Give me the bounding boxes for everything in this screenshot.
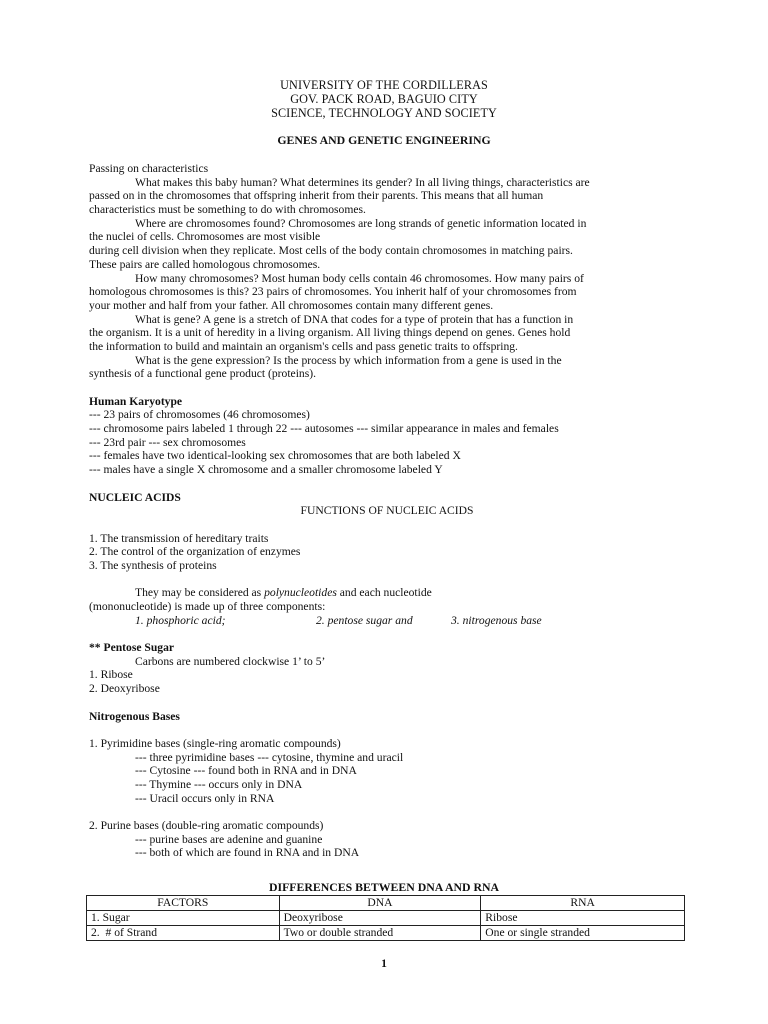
table-row <box>87 911 685 926</box>
components-line <box>89 614 685 628</box>
list-item: --- 23rd pair --- sex chromosomes <box>89 435 246 449</box>
paragraph-line: homologous chromosomes is this? 23 pairs of chromosomes. You inherit half of your chromosomes from <box>89 285 577 299</box>
list-item: 3. The synthesis of proteins <box>89 558 217 572</box>
course-name: SCIENCE, TECHNOLOGY AND SOCIETY <box>271 105 497 120</box>
dna-rna-table <box>86 895 685 941</box>
table-cell: Deoxyribose <box>279 911 481 926</box>
pentose-note: Carbons are numbered clockwise 1’ to 5’ <box>135 654 326 668</box>
paragraph-line: your mother and half from your father. All chromosomes contain many different genes. <box>89 298 494 312</box>
paragraph-line: the information to build and maintain an organism's cells and pass genetic traits to offspring. <box>89 339 518 353</box>
text-run: They may be considered as <box>135 586 265 600</box>
list-item: --- Thymine --- occurs only in DNA <box>135 777 303 791</box>
university-name: UNIVERSITY OF THE CORDILLERAS <box>280 78 488 92</box>
functions-subheading: FUNCTIONS OF NUCLEIC ACIDS <box>300 504 474 518</box>
list-item: --- purine bases are adenine and guanine <box>135 832 323 846</box>
table-cell: 2. # of Strand <box>87 926 280 941</box>
paragraph-line <box>89 586 685 600</box>
paragraph-line: These pairs are called homologous chromosomes. <box>89 257 321 271</box>
purine-title: 2. Purine bases (double-ring aromatic compounds) <box>89 819 324 832</box>
component-phosphoric-acid: 1. phosphoric acid; <box>135 613 226 627</box>
list-item: 2. The control of the organization of enzymes <box>89 545 301 559</box>
intro-heading: Passing on characteristics <box>89 162 209 175</box>
paragraph-line: the nuclei of cells. Chromosomes are most visible <box>89 230 321 244</box>
paragraph-line: passed on in the chromosomes that offspring inherit from their parents. This means that all human <box>89 189 544 203</box>
list-item: --- females have two identical-looking sex chromosomes that are both labeled X <box>89 449 461 463</box>
nucleic-acids-heading: NUCLEIC ACIDS <box>89 490 181 504</box>
component-pentose-sugar: 2. pentose sugar and <box>316 613 413 627</box>
paragraph-line: the organism. It is a unit of heredity in a living organism. All living things depend on genes. Genes hold <box>89 326 571 340</box>
column-header: DNA <box>279 896 481 911</box>
list-item: --- 23 pairs of chromosomes (46 chromosomes) <box>89 408 310 422</box>
list-item: --- Uracil occurs only in RNA <box>135 791 275 805</box>
document-title: GENES AND GENETIC ENGINEERING <box>277 133 491 147</box>
paragraph-line: (mononucleotide) is made up of three components: <box>89 600 326 613</box>
table-cell: Ribose <box>481 911 685 926</box>
list-item: --- Cytosine --- found both in RNA and in DNA <box>135 764 357 778</box>
university-address: GOV. PACK ROAD, BAGUIO CITY <box>290 91 478 106</box>
list-item: --- males have a single X chromosome and a smaller chromosome labeled Y <box>89 463 443 477</box>
document-body <box>89 162 685 860</box>
list-item: --- chromosome pairs labeled 1 through 22 --- autosomes --- similar appearance in males and females <box>89 422 559 436</box>
pyrimidine-title: 1. Pyrimidine bases (single-ring aromatic compounds) <box>89 736 341 750</box>
paragraph-line: characteristics must be something to do with chromosomes. <box>89 203 366 217</box>
table-header-row <box>87 896 685 911</box>
table-cell: 1. Sugar <box>87 911 280 926</box>
column-header: RNA <box>481 896 685 911</box>
paragraph-line: What makes this baby human? What determines its gender? In all living things, characteristics are <box>135 175 590 189</box>
document-header <box>0 79 768 120</box>
polynucleotides-term: polynucleotides <box>264 586 337 600</box>
nitrogenous-bases-heading: Nitrogenous Bases <box>89 709 180 723</box>
list-item: 1. The transmission of hereditary traits <box>89 531 269 545</box>
karyotype-heading: Human Karyotype <box>89 394 183 408</box>
paragraph-line: during cell division when they replicate. Most cells of the body contain chromosomes in matching pairs. <box>89 244 573 258</box>
table-row <box>87 926 685 941</box>
table-title: DIFFERENCES BETWEEN DNA AND RNA <box>268 880 500 894</box>
list-item: 2. Deoxyribose <box>89 682 160 696</box>
table-cell: Two or double stranded <box>279 926 481 941</box>
component-nitrogenous-base: 3. nitrogenous base <box>451 613 542 627</box>
column-header: FACTORS <box>87 896 280 911</box>
text-run: and each nucleotide <box>336 586 432 600</box>
paragraph-line: Where are chromosomes found? Chromosomes are long strands of genetic information located in <box>135 216 587 230</box>
pentose-heading: ** Pentose Sugar <box>89 641 175 655</box>
list-item: 1. Ribose <box>89 668 133 682</box>
list-item: --- three pyrimidine bases --- cytosine, thymine and uracil <box>135 750 404 764</box>
paragraph-line: How many chromosomes? Most human body cells contain 46 chromosomes. How many pairs of <box>135 271 584 285</box>
paragraph-line: synthesis of a functional gene product (proteins). <box>89 367 316 381</box>
table-cell: One or single stranded <box>481 926 685 941</box>
paragraph-line: What is the gene expression? Is the process by which information from a gene is used in the <box>135 353 562 367</box>
paragraph-line: What is gene? A gene is a stretch of DNA that codes for a type of protein that has a function in <box>135 312 574 326</box>
page-number: 1 <box>381 957 387 970</box>
list-item: --- both of which are found in RNA and in DNA <box>135 846 360 860</box>
